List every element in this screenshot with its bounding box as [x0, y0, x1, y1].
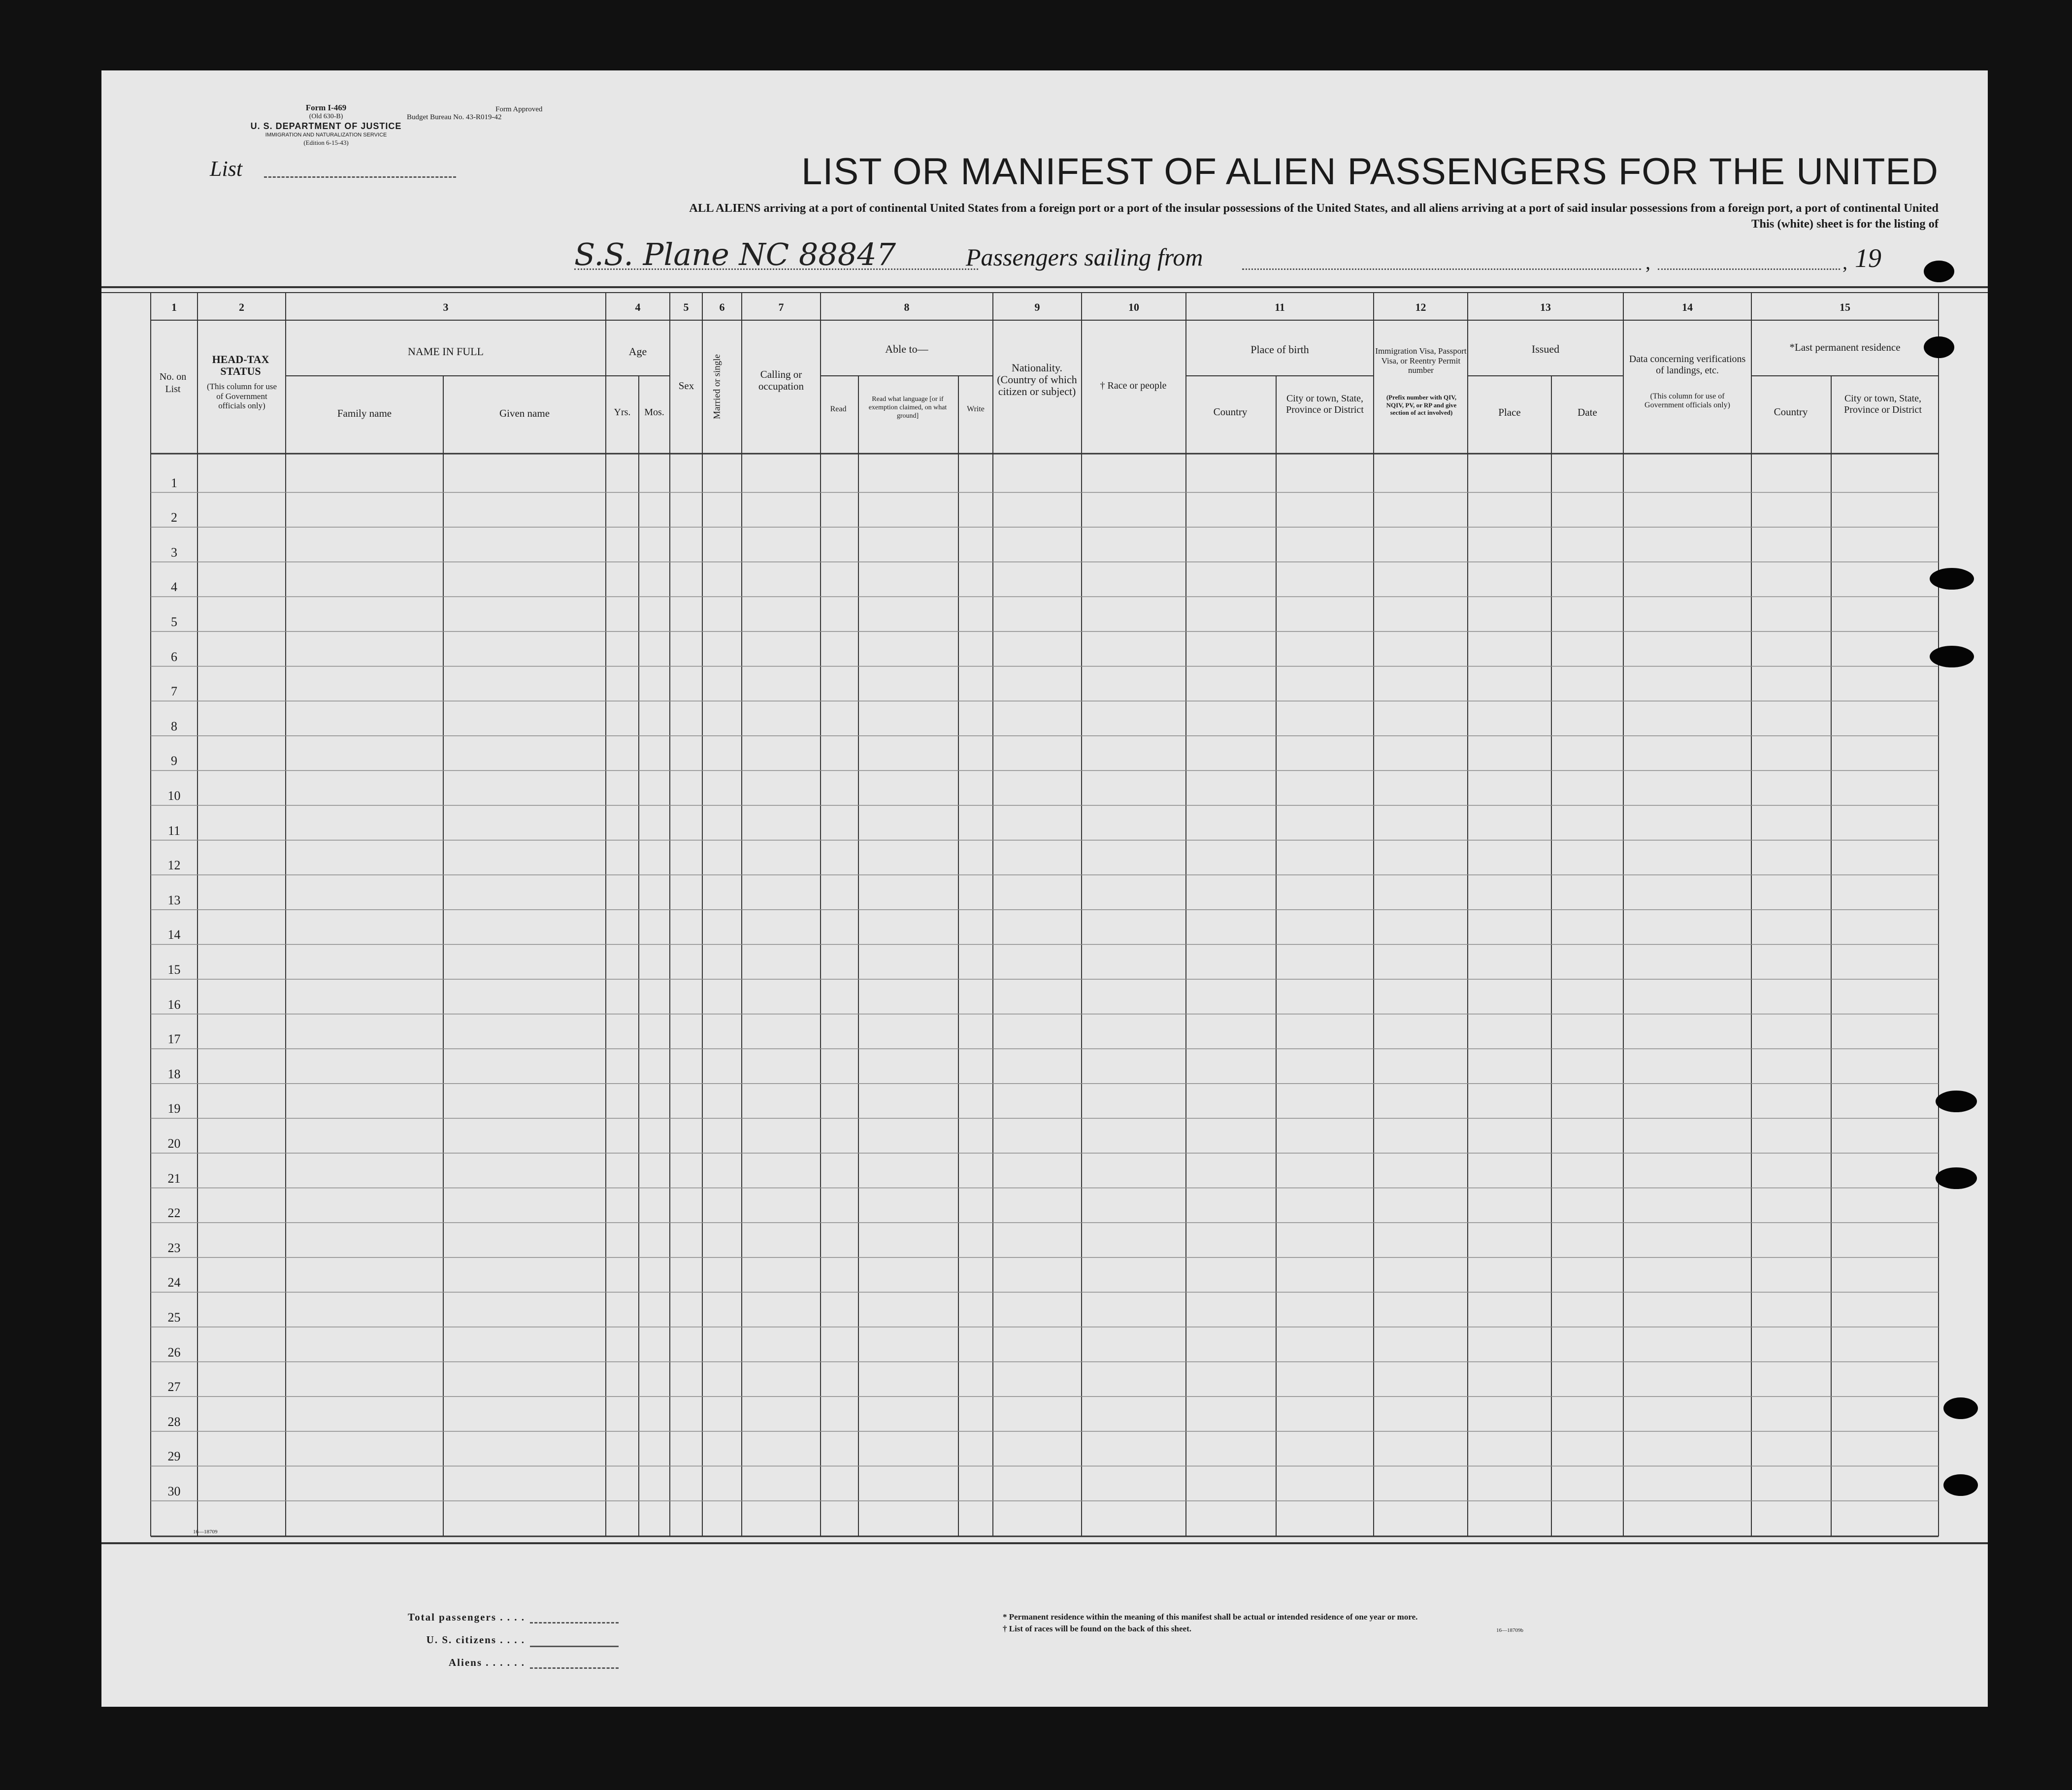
- year-prefix: 19: [1855, 243, 1881, 273]
- vessel-name-handwritten: S.S. Plane NC 88847: [574, 236, 896, 272]
- form-edition: (Edition 6-15-43): [303, 139, 349, 146]
- department-name: U. S. DEPARTMENT OF JUSTICE: [250, 121, 402, 131]
- header-yrs: Yrs.: [614, 407, 631, 418]
- binder-hole-2: [1924, 336, 1954, 358]
- header-data-landings: Data concerning verifications of landings, etc.: [1629, 354, 1746, 376]
- binder-hole-5: [1936, 1091, 1977, 1112]
- row-number: 15: [167, 962, 181, 977]
- header-issued-date: Date: [1578, 406, 1597, 418]
- column-number: 7: [778, 301, 784, 313]
- row-number: 25: [167, 1310, 181, 1325]
- header-race: † Race or people: [1100, 380, 1167, 391]
- manifest-sheet: [101, 70, 1988, 1707]
- aliens-label: Aliens . . . . . .: [448, 1657, 525, 1668]
- row-number: 14: [167, 928, 181, 942]
- row-number: 5: [171, 615, 177, 629]
- row-number: 7: [171, 684, 177, 699]
- row-number: 22: [167, 1206, 181, 1221]
- row-number: 13: [167, 893, 181, 907]
- header-visa-note: (Prefix number with QIV, NQIV, PV, or RP and give section of act involved): [1386, 394, 1457, 417]
- row-number: 6: [171, 649, 177, 664]
- column-number: 11: [1275, 301, 1285, 313]
- subtitle-line-1: ALL ALIENS arriving at a port of continental United States from a foreign port or a port of the insular possessions of the United States, and all aliens arriving at a port of said insular possessions from a foreign port, a port of continental United: [689, 201, 1939, 215]
- row-number: 11: [167, 823, 181, 838]
- row-number: 12: [167, 858, 181, 873]
- binder-hole-8: [1943, 1474, 1978, 1496]
- header-data-note: (This column for use of Government officials only): [1644, 392, 1730, 410]
- header-residence-country: Country: [1774, 406, 1808, 418]
- total-passengers-label: Total passengers . . . .: [408, 1611, 525, 1623]
- column-number: 9: [1034, 301, 1040, 313]
- binder-hole-3: [1930, 568, 1974, 590]
- column-number: 1: [171, 301, 177, 313]
- column-number: 14: [1682, 301, 1693, 313]
- column-number: 15: [1840, 301, 1850, 313]
- header-place-of-birth: Place of birth: [1250, 343, 1309, 356]
- column-number: 2: [239, 301, 244, 313]
- row-number: 23: [167, 1240, 181, 1255]
- row-number: 19: [167, 1101, 181, 1116]
- header-last-residence: *Last permanent residence: [1789, 341, 1901, 353]
- form-number: Form I-469: [305, 103, 347, 112]
- binder-hole-4: [1930, 646, 1974, 667]
- row-number: 4: [171, 580, 177, 595]
- comma-2: ,: [1842, 251, 1847, 273]
- binder-hole-6: [1936, 1167, 1977, 1189]
- row-number: 1: [171, 475, 177, 490]
- passengers-sailing-label: Passengers sailing from: [966, 243, 1203, 271]
- page-title: LIST OR MANIFEST OF ALIEN PASSENGERS FOR THE UNITED: [801, 151, 1939, 193]
- column-number: 8: [904, 301, 910, 313]
- footnote-races: † List of races will be found on the back of this sheet.: [1003, 1624, 1191, 1633]
- row-number: 9: [171, 754, 177, 768]
- header-sex: Sex: [678, 380, 694, 392]
- header-birth-country: Country: [1213, 406, 1248, 418]
- row-number: 8: [171, 719, 177, 733]
- list-label: List: [210, 157, 243, 181]
- header-calling: Calling or occupation: [758, 368, 804, 393]
- form-old-number: (Old 630-B): [309, 113, 343, 120]
- column-number: 13: [1540, 301, 1551, 313]
- print-code-left: 16—18709: [193, 1529, 218, 1535]
- header-issued-place: Place: [1498, 406, 1521, 418]
- us-citizens-field[interactable]: [530, 1646, 619, 1647]
- manifest-table-grid: [101, 70, 1988, 1707]
- column-number: 6: [719, 301, 725, 313]
- budget-bureau-number: Budget Bureau No. 43-R019-42: [407, 113, 502, 121]
- row-number: 30: [167, 1484, 181, 1498]
- footnote-permanent: * Permanent residence within the meaning of this manifest shall be actual or intended residence of one year or more.: [1003, 1612, 1418, 1622]
- form-approved: Form Approved: [495, 105, 543, 113]
- row-number: 17: [167, 1032, 181, 1047]
- column-number: 5: [683, 301, 689, 313]
- header-head-tax-note: (This column for use of Government officials only): [206, 382, 277, 411]
- subtitle-line-2: This (white) sheet is for the listing of: [1751, 217, 1939, 231]
- header-family-name: Family name: [337, 407, 392, 419]
- header-nationality: Nationality. (Country of which citizen or subject): [997, 362, 1077, 398]
- us-citizens-label: U. S. citizens . . . .: [426, 1634, 525, 1646]
- column-number: 12: [1415, 301, 1426, 313]
- binder-hole-7: [1943, 1397, 1978, 1419]
- row-number: 3: [171, 545, 177, 560]
- binder-hole-1: [1924, 261, 1954, 282]
- header-visa: Immigration Visa, Passport Visa, or Reentry Permit number: [1375, 346, 1467, 375]
- row-number: 27: [167, 1380, 181, 1394]
- header-name-in-full: NAME IN FULL: [408, 345, 484, 358]
- row-number: 18: [167, 1066, 181, 1081]
- header-issued: Issued: [1531, 343, 1560, 355]
- service-name: IMMIGRATION AND NATURALIZATION SERVICE: [265, 132, 387, 138]
- header-read-language: Read what language [or if exemption claimed, on what ground]: [868, 396, 947, 420]
- row-number: 29: [167, 1449, 181, 1464]
- header-married-or-single: Married or single: [712, 354, 723, 419]
- column-number: 3: [443, 301, 449, 313]
- header-write: Write: [967, 405, 985, 413]
- header-able-to: Able to—: [885, 343, 928, 355]
- row-number: 21: [167, 1171, 181, 1186]
- header-birth-city: City or town, State, Province or District: [1286, 393, 1364, 415]
- row-number: 28: [167, 1414, 181, 1429]
- row-number: 16: [167, 997, 181, 1012]
- header-mos: Mos.: [644, 407, 664, 418]
- header-read: Read: [830, 405, 847, 413]
- header-no-on-list: No. on List: [159, 371, 187, 395]
- print-code-right: 16—18709b: [1496, 1627, 1523, 1633]
- row-number: 10: [167, 789, 181, 803]
- column-number: 10: [1128, 301, 1139, 313]
- total-passengers-field[interactable]: [530, 1622, 619, 1624]
- comma: ,: [1645, 251, 1650, 273]
- header-residence-city: City or town, State, Province or District: [1844, 393, 1922, 415]
- row-number: 26: [167, 1345, 181, 1359]
- header-age: Age: [628, 345, 647, 358]
- header-given-name: Given name: [499, 407, 550, 419]
- aliens-field[interactable]: [530, 1667, 619, 1669]
- column-number: 4: [635, 301, 641, 313]
- row-number: 24: [167, 1275, 181, 1290]
- header-head-tax: HEAD-TAX STATUS: [212, 353, 269, 378]
- row-number: 2: [171, 510, 177, 525]
- row-number: 20: [167, 1136, 181, 1151]
